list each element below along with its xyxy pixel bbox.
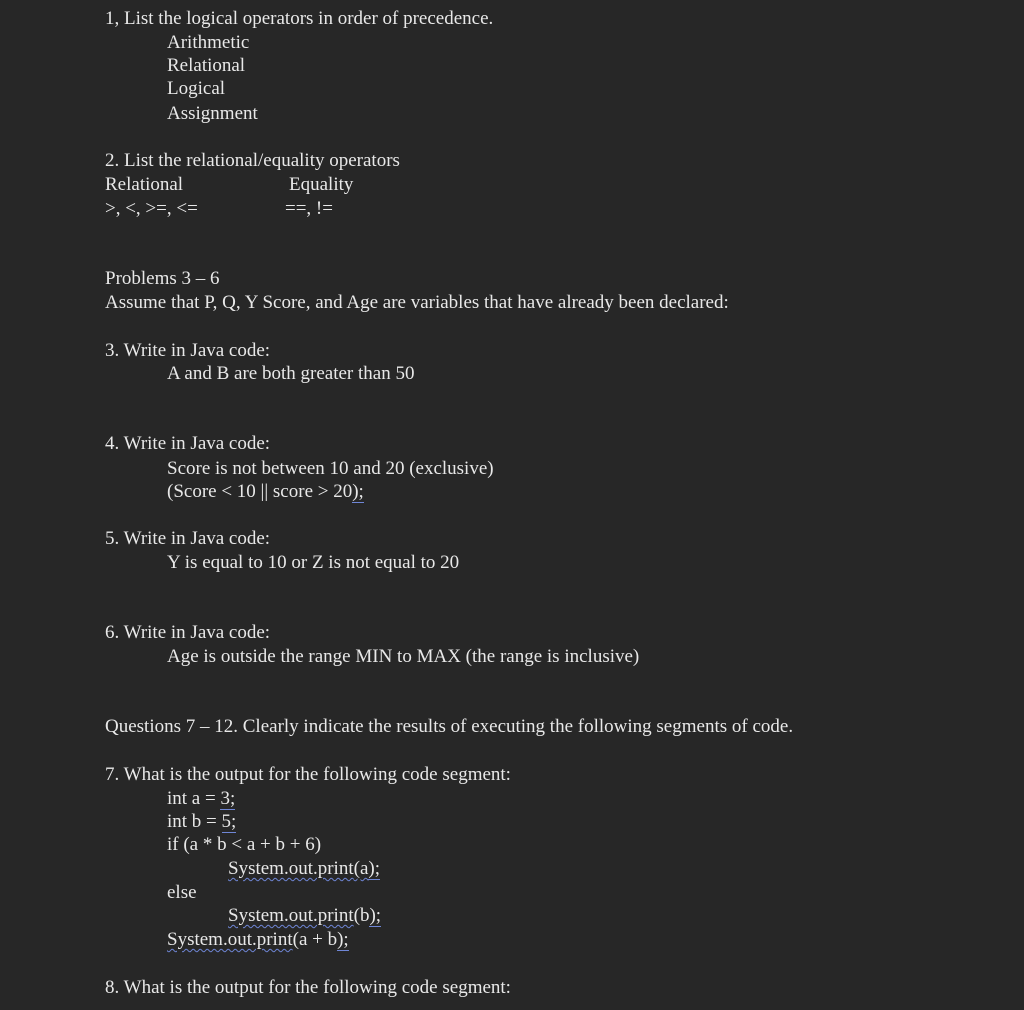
q7-print-b (228, 905, 381, 927)
q7-print-a-obj: System.out.print (228, 858, 354, 879)
q7-title: 7. What is the output for the following code segment: (105, 764, 511, 785)
q7-line-a-prefix: int a = (167, 788, 221, 809)
q7-else: else (167, 882, 197, 903)
q7-print-a-end: ); (368, 858, 380, 879)
q7-line-b-prefix: int b = (167, 811, 222, 832)
q5-title: 5. Write in Java code: (105, 528, 271, 549)
q4-desc: Score is not between 10 and 20 (exclusive) (167, 458, 494, 479)
q7-line-b-val: 5; (221, 811, 237, 832)
problems-assumption: Assume that P, Q, Y Score, and Age are variables that have already been declared: (105, 292, 729, 313)
q7-line-a (167, 788, 235, 810)
q7-line-b (167, 811, 236, 833)
q4-answer-tail: ); (352, 481, 364, 502)
q5-desc: Y is equal to 10 or Z is not equal to 20 (167, 552, 460, 573)
q7-print-sum-obj: System.out.print (167, 929, 293, 950)
q8-title: 8. What is the output for the following code segment: (105, 977, 511, 998)
problems-heading: Problems 3 – 6 (105, 268, 220, 289)
q2-equality-header: Equality (289, 174, 354, 195)
q7-print-b-obj: System.out.print (228, 905, 354, 926)
q4-title: 4. Write in Java code: (105, 433, 271, 454)
q7-print-a-arg: (a (353, 858, 369, 879)
q7-line-a-val: 3; (220, 788, 236, 809)
q1-item-arithmetic: Arithmetic (167, 32, 250, 53)
q7-print-b-end: ); (369, 905, 382, 926)
q7-line-if: if (a * b < a + b + 6) (167, 834, 322, 855)
q1-item-relational: Relational (167, 55, 246, 76)
q1-title: 1, List the logical operators in order of precedence. (105, 8, 494, 29)
q2-relational-ops: >, <, >=, <= (105, 198, 198, 219)
q7-print-sum-end: ); (337, 929, 349, 950)
q2-equality-ops: ==, != (285, 198, 333, 219)
q7-print-sum (167, 929, 349, 951)
q1-item-assignment: Assignment (167, 103, 258, 124)
q6-desc: Age is outside the range MIN to MAX (the range is inclusive) (167, 646, 640, 667)
q7-print-sum-arg: (a + b (292, 929, 338, 950)
q3-title: 3. Write in Java code: (105, 340, 271, 361)
q4-answer (167, 481, 364, 503)
q2-relational-header: Relational (105, 174, 184, 195)
q2-title: 2. List the relational/equality operators (105, 150, 400, 171)
q1-item-logical: Logical (167, 78, 226, 99)
q7-print-b-arg: (b (353, 905, 370, 926)
questions-7-12-heading: Questions 7 – 12. Clearly indicate the results of executing the following segments of code. (105, 716, 794, 737)
q3-desc: A and B are both greater than 50 (167, 363, 415, 384)
q6-title: 6. Write in Java code: (105, 622, 271, 643)
q7-print-a (228, 858, 380, 880)
q4-answer-main: (Score < 10 || score > 20 (167, 481, 353, 502)
